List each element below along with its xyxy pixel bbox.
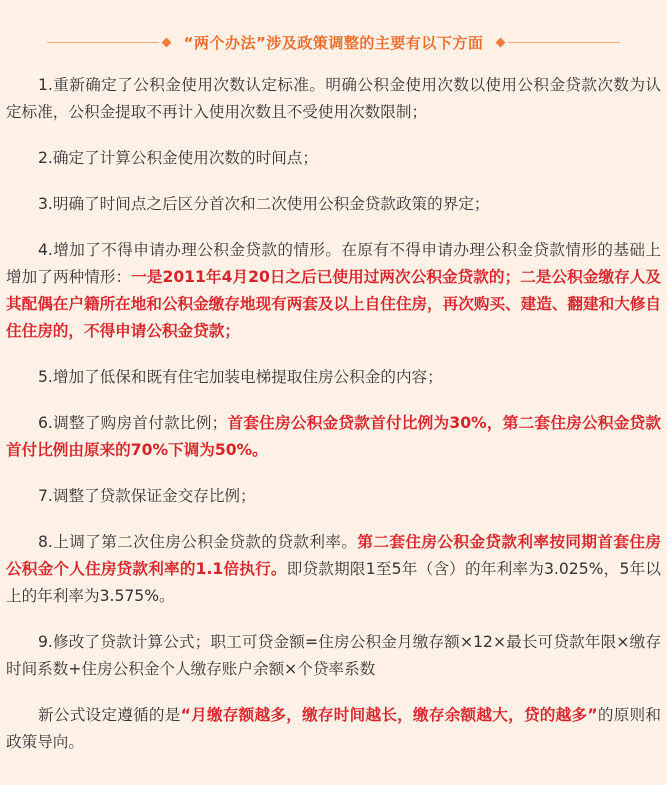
item-text: 9.修改了贷款计算公式；职工可贷金额=住房公积金月缴存额×12×最长可贷款年限×缴存时间系数+住房公积金个人缴存账户余额×个贷率系数 [6, 633, 661, 678]
highlighted-text: 第二套住房公积金贷款利率按同期首套住房公积金个人住房贷款利率的1.1倍执行。 [6, 533, 661, 578]
policy-list [6, 72, 661, 775]
item-text: 1.重新确定了公积金使用次数认定标准。明确公积金使用次数以使用公积金贷款次数为认定标准，公积金提取不再计入使用次数且不受使用次数限制； [6, 76, 661, 121]
header-divider-right [508, 42, 620, 43]
highlighted-text: “月缴存额越多，缴存时间越长，缴存余额越大，贷的越多” [180, 706, 598, 724]
item-text: 7.调整了贷款保证金交存比例； [38, 487, 256, 505]
item-text: 即贷款期限1至5年（含）的年利率为3.025%，5年以上的年利率为3.575%。 [6, 560, 661, 605]
section-header [0, 24, 667, 60]
item-text: 新公式设定遵循的是 [38, 706, 181, 724]
policy-item-7 [6, 483, 661, 510]
policy-item-1 [6, 72, 661, 126]
diamond-ornament-left [161, 37, 171, 47]
closing-paragraph [6, 702, 661, 756]
header-divider-left [47, 42, 159, 43]
highlighted-text: 一是2011年4月20日之后已使用过两次公积金贷款的；二是公积金缴存人及其配偶在户籍所在地和公积金缴存地现有两套及以上自住住房，再次购买、建造、翻建和大修自住住房的，不得申请公积金贷款； [6, 268, 661, 340]
policy-item-5 [6, 364, 661, 391]
policy-item-4 [6, 237, 661, 345]
policy-item-6 [6, 410, 661, 464]
policy-item-9 [6, 629, 661, 683]
item-text: 4.增加了不得申请办理公积金贷款的情形。在原有不得申请办理公积金贷款情形的基础上增加了两种情形： [6, 241, 661, 286]
policy-item-8 [6, 529, 661, 610]
item-text: 5.增加了低保和既有住宅加装电梯提取住房公积金的内容； [38, 368, 443, 386]
item-text: 6.调整了购房首付款比例； [38, 414, 228, 432]
item-text: 3.明确了时间点之后区分首次和二次使用公积金贷款政策的界定； [38, 195, 490, 213]
section-title: “两个办法”涉及政策调整的主要有以下方面 [183, 33, 484, 52]
highlighted-text: 首套住房公积金贷款首付比例为30%，第二套住房公积金贷款首付比例由原来的70%下调为50%。 [6, 414, 661, 459]
policy-item-2 [6, 145, 661, 172]
item-text: 的原则和政策导向。 [6, 706, 661, 751]
item-text: 2.确定了计算公积金使用次数的时间点； [38, 149, 318, 167]
diamond-ornament-right [496, 37, 506, 47]
policy-item-3 [6, 191, 661, 218]
item-text: 8.上调了第二次住房公积金贷款的贷款利率。 [38, 533, 358, 551]
